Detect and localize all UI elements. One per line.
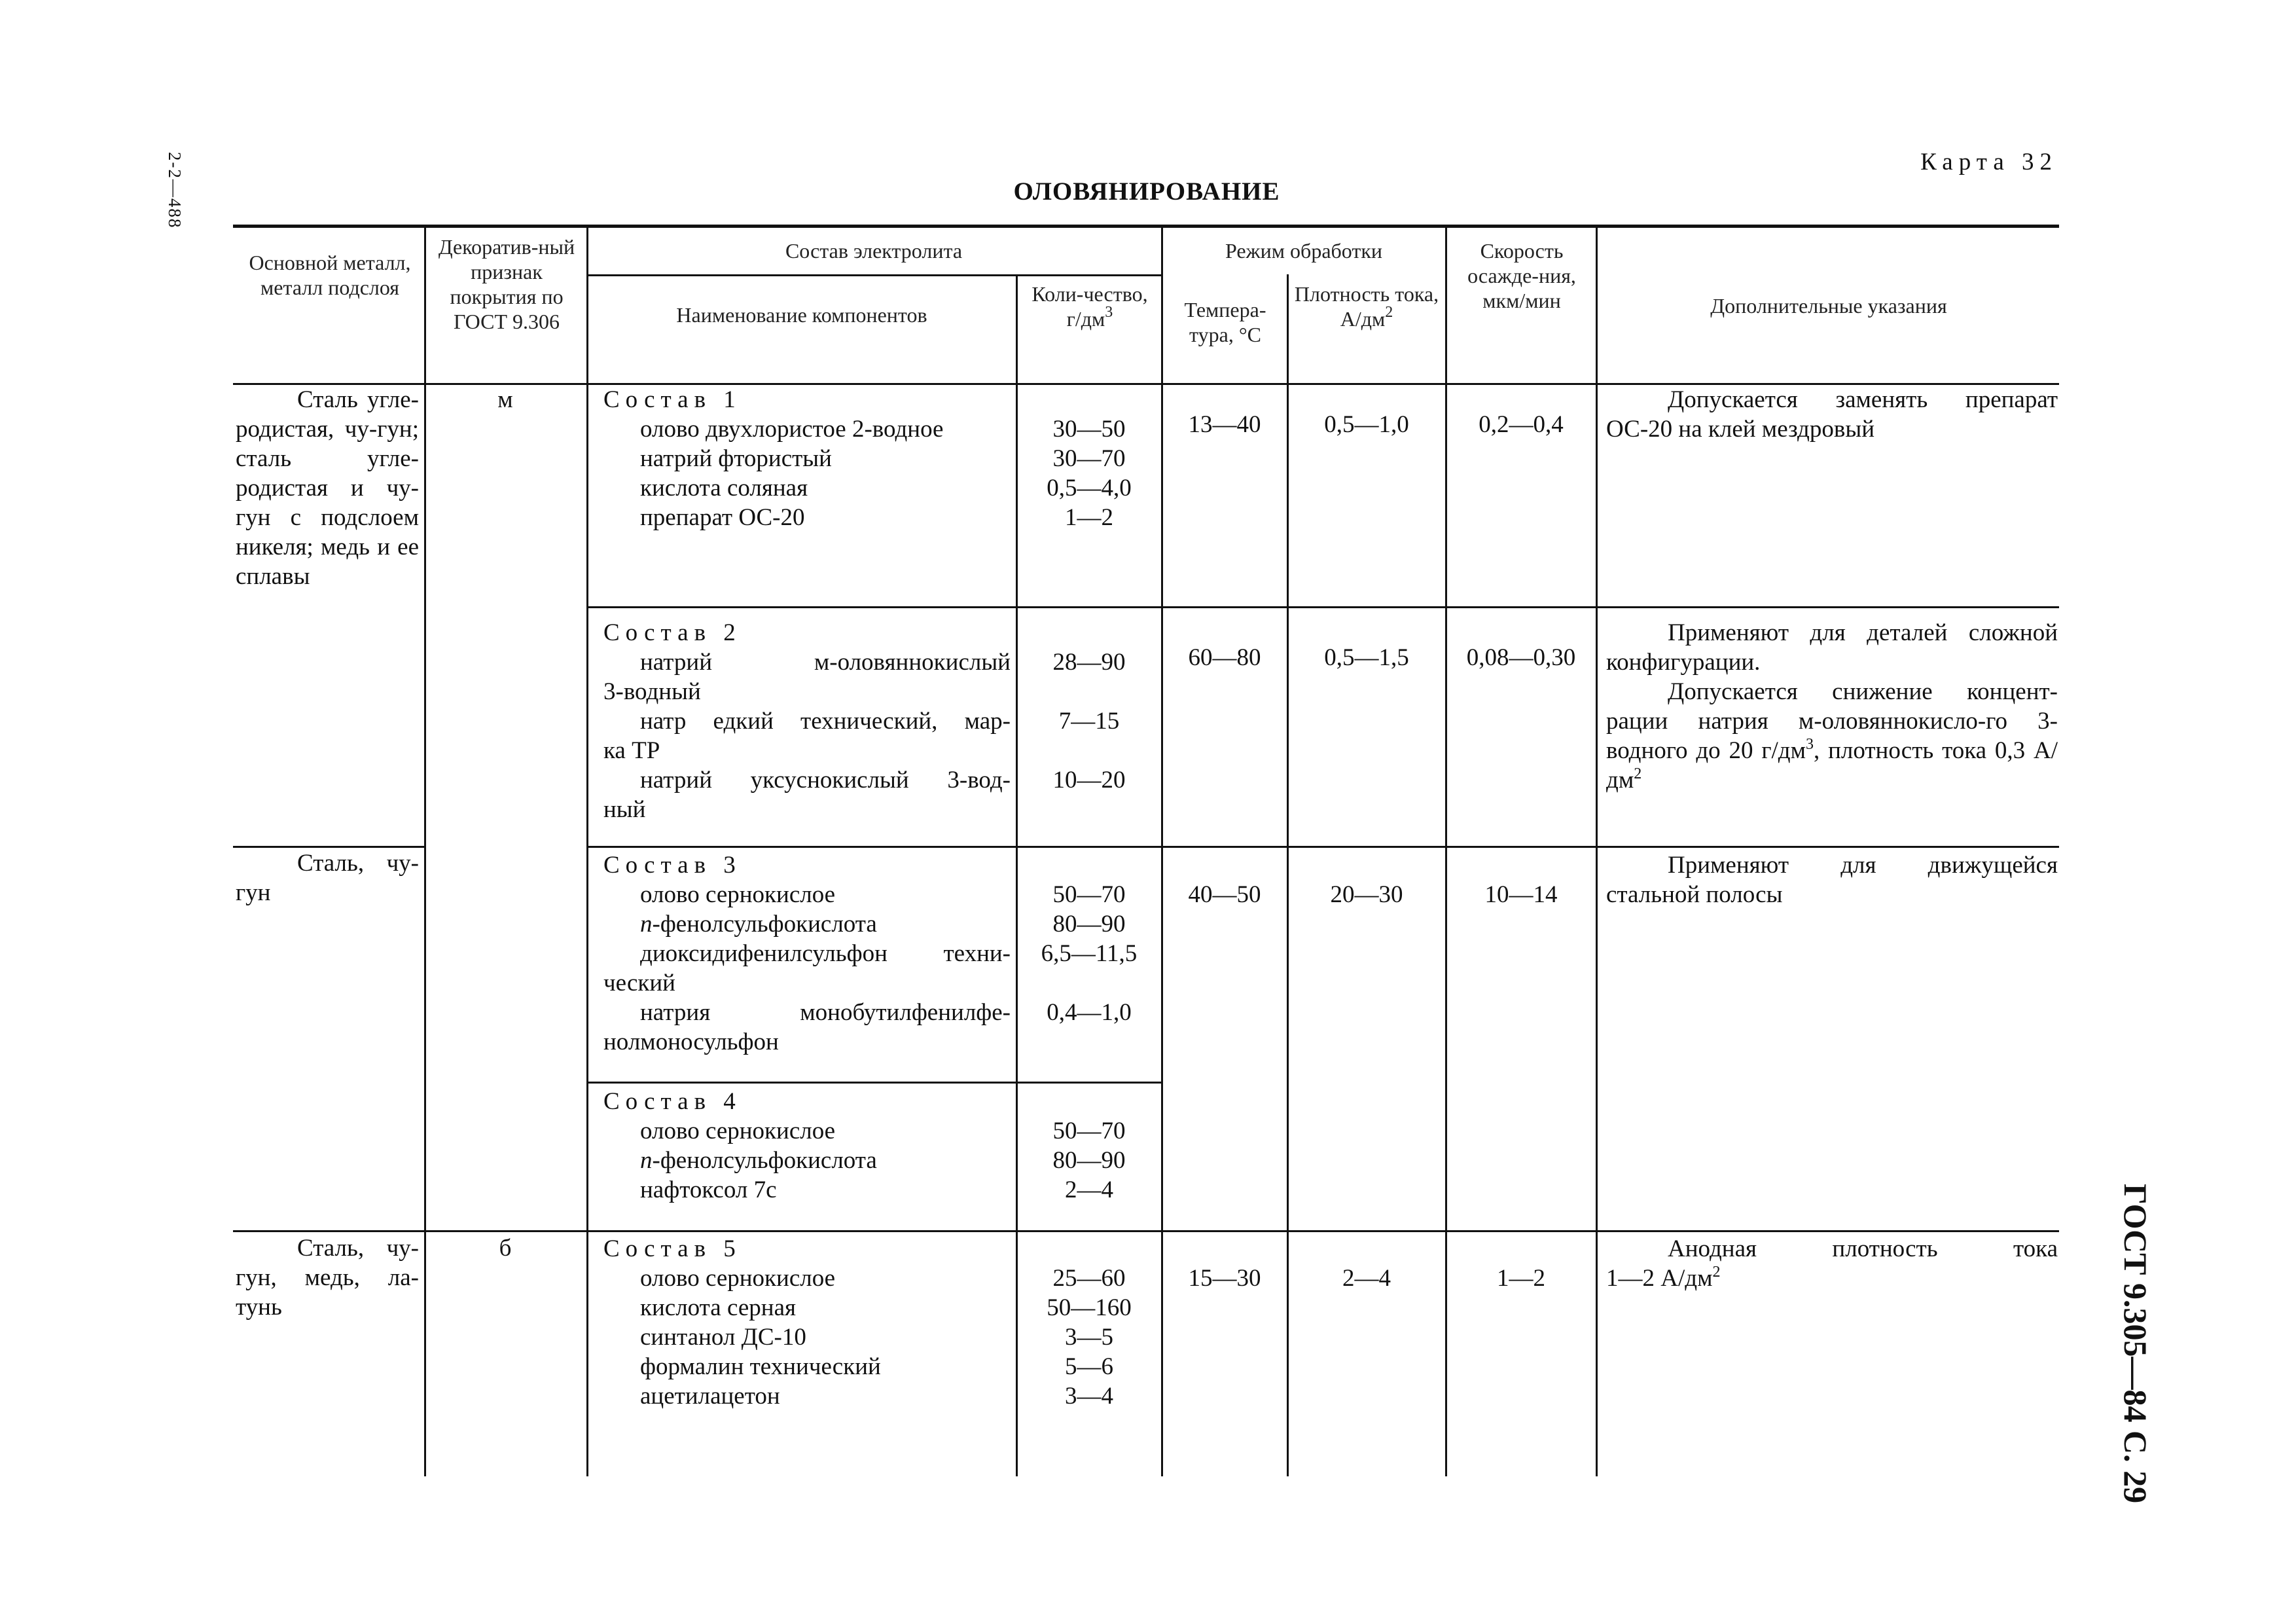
- note-3: Применяют для движущейся стальной полосы: [1606, 852, 2058, 908]
- row-rule: [233, 1230, 2059, 1232]
- component: нафтоксол 7с: [640, 1176, 777, 1203]
- note-2-line-2: Допускается снижение концент-рации натрия м-оловяннокисло-го 3-водного до 20 $г/дм^3$, плотность тока 0,3 $А/дм^2$: [1606, 678, 2058, 793]
- component: натрий фтористый: [640, 445, 832, 472]
- base-metal-3: Сталь, чу-гун, медь, ла-тунь: [236, 1235, 419, 1321]
- quantity: 30—70: [1052, 445, 1126, 472]
- density-2: 0,5—1,5: [1324, 644, 1409, 671]
- col-rule: [586, 225, 588, 1476]
- standard-number: ГОСТ 9.305—84 С. 29: [2117, 1184, 2154, 1504]
- component: формалин технический: [640, 1353, 881, 1380]
- composition-5: [603, 1234, 1011, 1411]
- rate-5: 1—2: [1497, 1265, 1545, 1292]
- header-mode: Режим обработки: [1225, 239, 1383, 263]
- quantity: 10—20: [1052, 767, 1126, 793]
- component: препарат ОС-20: [640, 504, 805, 531]
- quantity: 6,5—11,5: [1041, 940, 1138, 967]
- quantity: 50—70: [1052, 881, 1126, 908]
- col-rule: [1445, 225, 1447, 1476]
- header-decor: Декоратив-ный признак покрытия по ГОСТ 9.306: [438, 235, 575, 333]
- row-rule: [233, 846, 424, 848]
- temperature-1: 13—40: [1188, 411, 1261, 438]
- temperature-5: 15—30: [1188, 1265, 1261, 1292]
- quantity: 5—6: [1065, 1353, 1113, 1380]
- quantities-3: [1018, 880, 1160, 1027]
- quantity: 2—4: [1065, 1176, 1113, 1203]
- component: кислота серная: [640, 1294, 797, 1321]
- header-notes: Дополнительные указания: [1710, 294, 1947, 318]
- quantity: 50—160: [1047, 1294, 1132, 1321]
- composition-label: Состав 3: [603, 852, 742, 879]
- quantities-2: [1018, 647, 1160, 795]
- row-rule: [588, 846, 2059, 848]
- header-base-metal: Основной металл, металл подслоя: [249, 251, 411, 299]
- component: натр едкий технический, мар-: [640, 708, 1011, 735]
- decor-sign-1: м: [497, 386, 513, 413]
- quantity: 3—4: [1065, 1383, 1113, 1410]
- component: ацетилацетон: [640, 1383, 780, 1410]
- quantity: 3—5: [1065, 1324, 1113, 1351]
- quantity: 80—90: [1052, 1147, 1126, 1174]
- component-cont: ный: [603, 796, 646, 823]
- density-1: 0,5—1,0: [1324, 411, 1409, 438]
- note-2: [1606, 618, 2058, 795]
- col-rule: [424, 225, 426, 1476]
- rate-2: 0,08—0,30: [1466, 644, 1576, 671]
- decor-sign-2: б: [499, 1235, 512, 1262]
- component: натрия монобутилфенилфе-: [640, 999, 1011, 1026]
- temperature-3: 40—50: [1188, 881, 1261, 908]
- component: олово сернокислое: [640, 881, 836, 908]
- header-density-label: Плотность тока,: [1294, 282, 1439, 306]
- component-cont: ка ТР: [603, 737, 660, 764]
- component-cont: 3-водный: [603, 678, 701, 705]
- composition-4: [603, 1087, 1011, 1205]
- top-rule: [233, 225, 2059, 228]
- header-quantity: [1021, 282, 1158, 331]
- component: олово сернокислое: [640, 1118, 836, 1144]
- component: п-фенолсульфокислота: [640, 1147, 877, 1174]
- component: диоксидифенилсульфон техни-: [640, 940, 1011, 967]
- col-rule: [1161, 225, 1163, 1476]
- quantity: 30—50: [1052, 416, 1126, 443]
- header-quantity-unit: $г/дм^3$: [1066, 304, 1113, 331]
- component: натрий уксуснокислый 3-вод-: [640, 767, 1011, 793]
- quantity: 28—90: [1052, 649, 1126, 676]
- quantity: 0,4—1,0: [1047, 999, 1132, 1026]
- quantities-1: [1018, 414, 1160, 532]
- composition-label: Состав 1: [603, 386, 742, 413]
- component: синтанол ДС-10: [640, 1324, 806, 1351]
- header-composition: Состав электролита: [785, 239, 963, 263]
- header-component-names: Наименование компонентов: [676, 303, 927, 327]
- composition-2: [603, 618, 1011, 824]
- rate-1: 0,2—0,4: [1479, 411, 1564, 438]
- component-cont: ческий: [603, 970, 675, 996]
- composition-label: Состав 5: [603, 1235, 742, 1262]
- composition-3: [603, 850, 1011, 1057]
- composition-1: [603, 385, 1011, 532]
- col-rule: [1287, 274, 1289, 1476]
- composition-label: Состав 2: [603, 619, 742, 646]
- component: кислота соляная: [640, 475, 808, 501]
- note-2-line-1: Применяют для деталей сложной конфигурации.: [1606, 619, 2058, 676]
- side-note: 2-2—488: [165, 152, 185, 229]
- component: олово двухлористое 2-водное: [640, 416, 944, 443]
- note-5-line-2: 1—2 $А/дм^2$: [1606, 1264, 1721, 1292]
- quantity: 25—60: [1052, 1265, 1126, 1292]
- quantity: 80—90: [1052, 911, 1126, 938]
- header-sub-rule: [588, 274, 1161, 276]
- col-rule: [1016, 274, 1018, 1476]
- page-title: ОЛОВЯНИРОВАНИЕ: [1013, 177, 1280, 206]
- rate-3: 10—14: [1484, 881, 1558, 908]
- composition-label: Состав 4: [603, 1088, 742, 1115]
- row-rule: [588, 1082, 1161, 1084]
- component: натрий м-оловяннокислый: [640, 649, 1011, 676]
- quantity: 0,5—4,0: [1047, 475, 1132, 501]
- header-rate: Скорость осажде-ния, мкм/мин: [1467, 239, 1576, 312]
- note-5-line-1: Анодная плотность тока: [1668, 1235, 2058, 1262]
- row-rule: [588, 606, 2059, 608]
- header-quantity-label: Коли-чество,: [1031, 282, 1148, 306]
- base-metal-2: Сталь, чу-гун: [236, 850, 419, 906]
- card-label: Карта 32: [1920, 149, 2058, 175]
- component: олово сернокислое: [640, 1265, 836, 1292]
- component: п-фенолсульфокислота: [640, 911, 877, 938]
- density-5: 2—4: [1342, 1265, 1391, 1292]
- col-rule: [1596, 225, 1598, 1476]
- quantity: 50—70: [1052, 1118, 1126, 1144]
- header-temperature: Темпера-тура, °С: [1184, 298, 1266, 346]
- density-3: 20—30: [1330, 881, 1403, 908]
- note-5: [1606, 1234, 2058, 1293]
- base-metal-1: Сталь угле-родистая, чу-гун; сталь угле-родистая и чу-гун с подслоем никеля; медь и ее сплавы: [236, 386, 419, 590]
- quantity: 7—15: [1058, 708, 1120, 735]
- header-density-unit: $А/дм^2$: [1340, 304, 1393, 331]
- quantities-4: [1018, 1116, 1160, 1205]
- note-1: Допускается заменять препарат ОС-20 на клей мездровый: [1606, 386, 2058, 443]
- component-cont: нолмоносульфон: [603, 1029, 779, 1055]
- temperature-2: 60—80: [1188, 644, 1261, 671]
- quantities-5: [1018, 1264, 1160, 1411]
- quantity: 1—2: [1065, 504, 1113, 531]
- header-density: [1291, 282, 1443, 331]
